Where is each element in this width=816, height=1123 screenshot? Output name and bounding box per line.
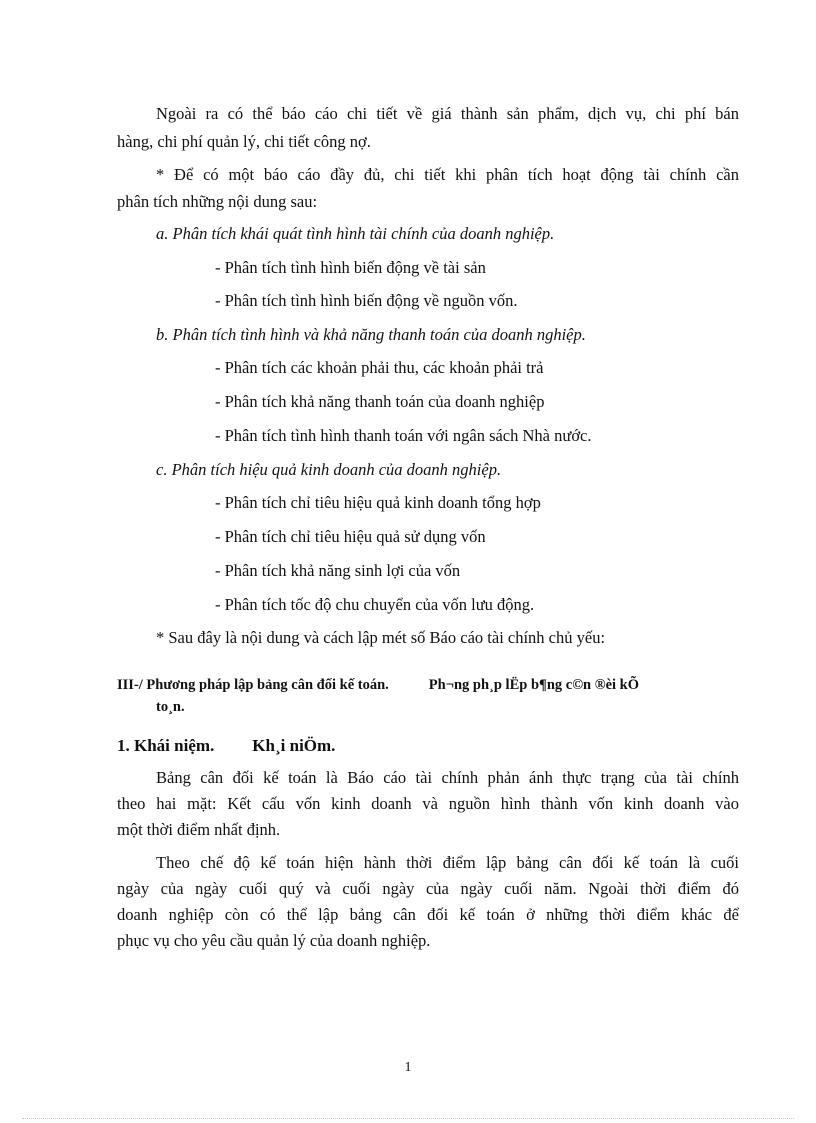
paragraph-line: Ngoài ra có thể báo cáo chi tiết về giá thành sản phẩm, dịch vụ, chi phí bán: [156, 104, 739, 123]
page-number: 1: [404, 1060, 412, 1075]
list-item: - Phân tích khả năng sinh lợi của vốn: [215, 561, 461, 580]
list-item: - Phân tích tình hình biến động về tài sản: [215, 258, 486, 277]
list-item: - Phân tích chỉ tiêu hiệu quả kinh doanh tổng hợp: [215, 493, 541, 512]
list-item: - Phân tích chỉ tiêu hiệu quả sử dụng vốn: [215, 527, 486, 546]
page-bottom-rule: [22, 1118, 794, 1119]
heading-iii-cont: to¸n.: [156, 699, 185, 715]
list-item: - Phân tích tốc độ chu chuyển của vốn lưu động.: [215, 595, 535, 614]
paragraph-line: phục vụ cho yêu cầu quản lý của doanh nghiệp.: [117, 931, 431, 950]
reports-intro: * Sau đây là nội dung và cách lập mét số Báo cáo tài chính chủ yếu:: [156, 628, 606, 647]
list-item: - Phân tích khả năng thanh toán của doanh nghiệp: [215, 392, 545, 411]
section-c-title: c. Phân tích hiệu quả kinh doanh của doanh nghiệp.: [156, 460, 502, 479]
section-a-title: a. Phân tích khái quát tình hình tài chính của doanh nghiệp.: [156, 224, 555, 243]
paragraph-line: doanh nghiệp còn có thể lập bảng cân đối kế toán ở những thời điểm khác để: [117, 905, 739, 924]
list-item: - Phân tích tình hình biến động về nguồn vốn.: [215, 291, 518, 310]
heading-1-text: 1. Khái niệm.: [117, 736, 215, 755]
paragraph-line: ngày của ngày cuối quý và cuối ngày của ngày cuối năm. Ngoài thời điểm đó: [117, 879, 739, 898]
paragraph-line: một thời điểm nhất định.: [117, 820, 281, 839]
paragraph-line: hàng, chi phí quản lý, chi tiết công nợ.: [117, 132, 371, 151]
section-b-title: b. Phân tích tình hình và khả năng thanh toán của doanh nghiệp.: [156, 325, 586, 344]
heading-iii-garbled: Ph¬ng ph¸p lËp b¶ng c©n ®èi kÕ: [428, 677, 639, 693]
heading-1: [117, 735, 739, 757]
heading-iii: [117, 674, 739, 696]
paragraph-line: phân tích những nội dung sau:: [117, 192, 318, 211]
paragraph-line: Bảng cân đối kế toán là Báo cáo tài chính phản ánh thực trạng của tài chính: [156, 768, 739, 787]
heading-1-garbled: Kh¸i niÖm.: [252, 736, 336, 755]
paragraph-line: Theo chế độ kế toán hiện hành thời điểm lập bảng cân đối kế toán là cuối: [156, 853, 739, 872]
paragraph-line: theo hai mặt: Kết cấu vốn kinh doanh và nguồn hình thành vốn kinh doanh vào: [117, 794, 739, 813]
paragraph-line: * Để có một báo cáo đầy đủ, chi tiết khi phân tích hoạt động tài chính cần: [156, 165, 739, 184]
list-item: - Phân tích các khoản phải thu, các khoản phải trả: [215, 358, 544, 377]
heading-iii-text: III-/ Phương pháp lập bảng cân đối kế toán.: [117, 677, 389, 693]
list-item: - Phân tích tình hình thanh toán với ngân sách Nhà nước.: [215, 426, 592, 445]
